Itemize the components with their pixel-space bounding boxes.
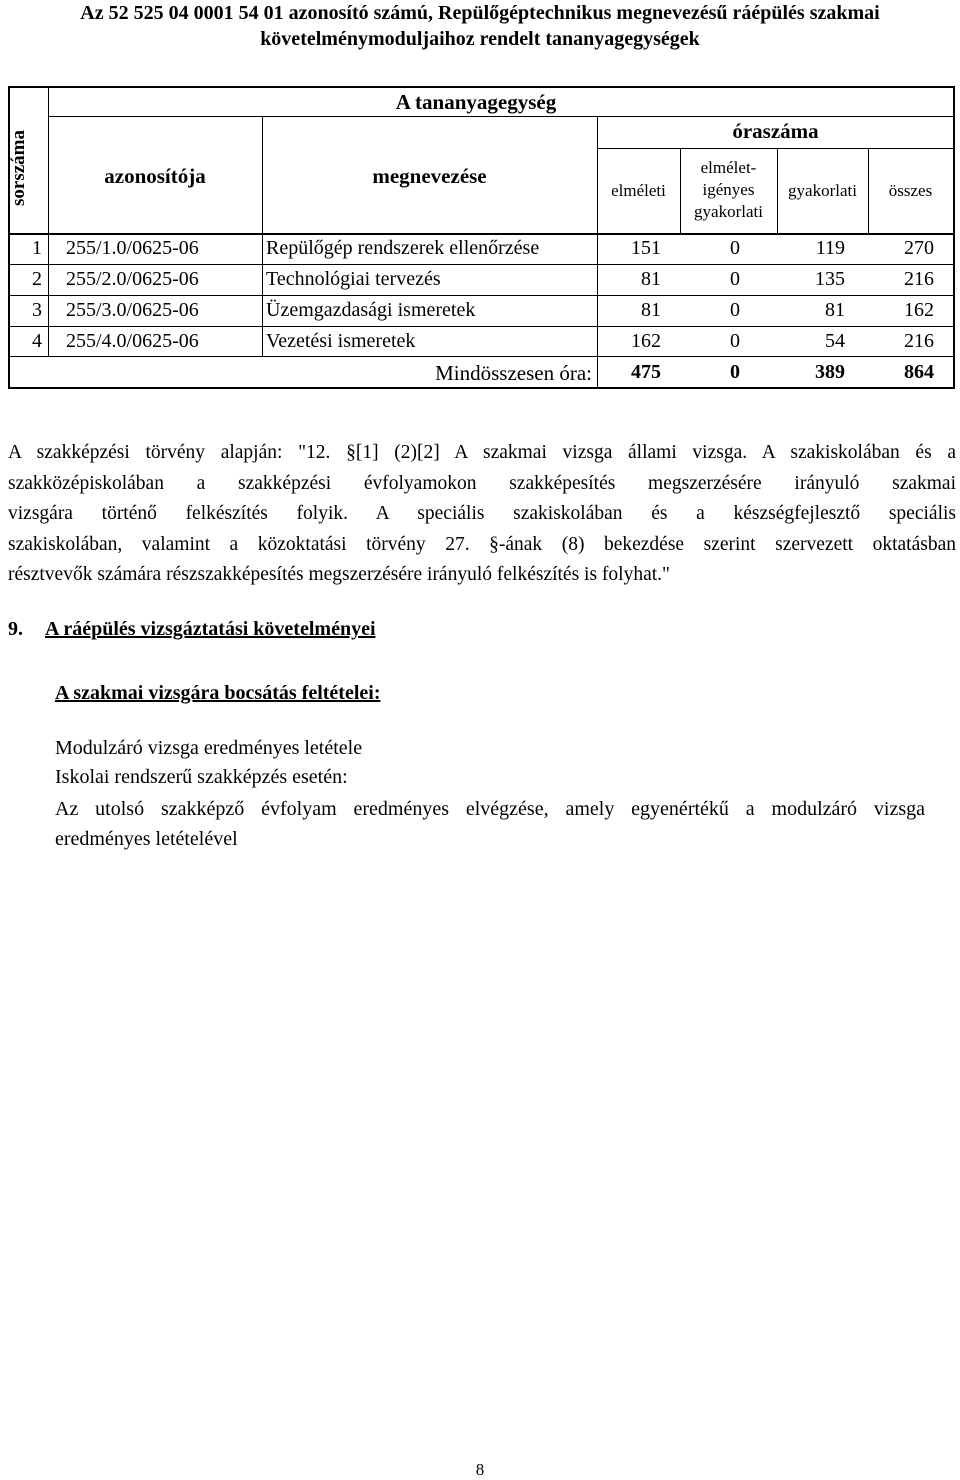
text-line: Modulzáró vizsga eredményes letétele — [55, 737, 363, 759]
col-sorszama: sorszáma — [8, 130, 29, 206]
title-line-2: követelménymoduljaihoz rendelt tananyagegységek — [260, 28, 700, 50]
col-osszes: összes — [888, 181, 933, 200]
text-line: Az utolsó szakképző évfolyam eredményes elvégzése, amely egyenértékű a modulzáró vizsga — [55, 798, 925, 820]
text-line: eredményes letételével — [55, 828, 238, 850]
col-megnevezese: megnevezése — [372, 164, 487, 188]
group-tananyagegyseg: A tananyagegység — [395, 90, 557, 114]
col-gyakorlati: gyakorlati — [788, 181, 857, 200]
subheading: A szakmai vizsgára bocsátás feltételei: — [55, 682, 381, 704]
col-elmelet-igenyes: elmélet- igényes gyakorlati — [694, 158, 763, 221]
section-heading — [8, 618, 376, 641]
section-number: 9. — [8, 618, 23, 640]
col-elmeleti: elméleti — [611, 181, 666, 200]
total-label: Mindösszesen óra: — [435, 361, 592, 385]
legal-paragraph: A szakképzési törvény alapján: "12. §[1] (2)[2] A szakmai vizsga állami vizsga. A szakiskolában és a szakközépiskolában a szakképzési évfolyamokon szakképesítés megszerzésére irányuló szakmai vizsgára történő felkészítés folyik. A speciális szakiskolában és a készségfejlesztő speciális szakiskolában, valamint a közoktatási törvény 27. §-ának (8) bekezdése szerint szervezett oktatásban résztvevők számára részszakképesítés megszerzésére irányuló felkészítés is folyhat." — [8, 442, 956, 585]
section-title: A ráépülés vizsgáztatási követelményei — [45, 618, 376, 640]
curriculum-table: sorszáma A tananyagegység azonosítója megnevezése óraszáma elméleti elmélet- igényes gyakorlati gyakorlati összes 1 255/1.0/0625-06 Repülőgép rendszerek ellenőrzése 151 0 119 270 2 255/2.0/0625-06 Technológiai tervezés 81 0 135 216 3 255/3.0/0625-06 Üzemgazdasági ismeretek 81 0 81 162 4 255/4.0/0625-06 Vezetési ismeretek 162 0 54 216 Mindösszesen óra: 475 0 389 864 — [0, 0, 960, 420]
group-oraszama: óraszáma — [732, 119, 819, 143]
page-number: 8 — [475, 1460, 485, 1479]
col-azonositoja: azonosítója — [104, 164, 206, 188]
title-line-1: Az 52 525 04 0001 54 01 azonosító számú, Repülőgéptechnikus megnevezésű ráépülés szakmai — [80, 2, 880, 24]
text-line: Iskolai rendszerű szakképzés esetén: — [55, 766, 348, 788]
